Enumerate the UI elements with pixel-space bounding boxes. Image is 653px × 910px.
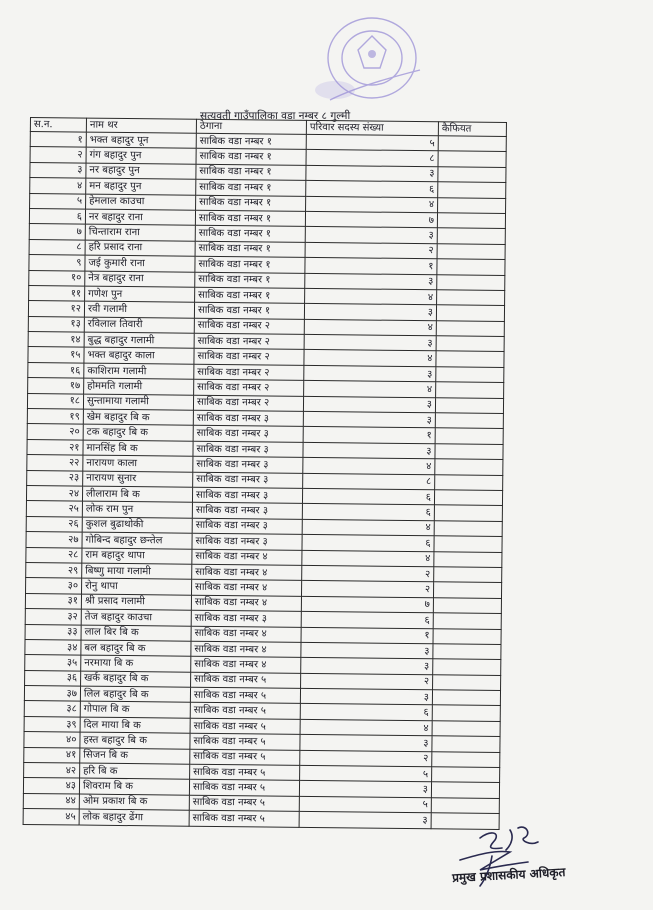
remarks-cell xyxy=(433,674,501,690)
serial-number-cell: २८ xyxy=(26,547,82,563)
address-cell: साबिक वडा नम्बर ४ xyxy=(191,656,301,673)
remarks-cell xyxy=(437,213,505,229)
address-cell: साबिक वडा नम्बर ५ xyxy=(190,749,300,766)
name-cell: लोक राम पुन xyxy=(82,501,192,518)
family-count-cell: ६ xyxy=(302,504,434,521)
address-cell: साबिक वडा नम्बर ५ xyxy=(189,780,299,797)
family-count-cell: १ xyxy=(303,427,435,444)
address-cell: साबिक वडा नम्बर २ xyxy=(194,379,304,396)
family-count-cell: २ xyxy=(302,565,434,582)
address-cell: साबिक वडा नम्बर ४ xyxy=(191,595,301,612)
family-count-cell: ५ xyxy=(299,796,431,813)
name-cell: हरि बि क xyxy=(80,763,190,780)
name-cell: गंग बहादुर पुन xyxy=(86,147,196,164)
address-cell: साबिक वडा नम्बर ३ xyxy=(192,487,302,504)
serial-number-cell: २३ xyxy=(27,470,83,486)
remarks-cell xyxy=(435,428,503,444)
address-cell: साबिक वडा नम्बर २ xyxy=(194,364,304,381)
serial-number-cell: ३६ xyxy=(25,670,81,686)
family-count-cell: ३ xyxy=(301,658,433,675)
name-cell: टक बहादुर बि क xyxy=(83,424,193,441)
name-cell: नारायण काला xyxy=(83,455,193,472)
serial-number-cell: ४ xyxy=(30,178,86,194)
serial-number-cell: ३५ xyxy=(25,655,81,671)
remarks-cell xyxy=(438,136,506,152)
address-cell: साबिक वडा नम्बर १ xyxy=(196,149,306,166)
serial-number-cell: १८ xyxy=(27,393,83,409)
serial-number-cell: ३२ xyxy=(25,609,81,625)
name-cell: खर्क बहादुर बि क xyxy=(81,671,191,688)
remarks-cell xyxy=(431,782,499,798)
name-cell: रवी गलामी xyxy=(84,301,194,318)
family-count-cell: ६ xyxy=(301,611,433,628)
remarks-cell xyxy=(437,228,505,244)
address-cell: साबिक वडा नम्बर ३ xyxy=(192,518,302,535)
remarks-cell xyxy=(434,551,502,567)
family-count-cell: ६ xyxy=(302,535,434,552)
office-seal-stamp xyxy=(310,10,430,120)
serial-number-cell: ११ xyxy=(29,285,85,301)
family-count-cell: ३ xyxy=(299,812,431,829)
serial-number-cell: ३९ xyxy=(24,716,80,732)
address-cell: साबिक वडा नम्बर ५ xyxy=(190,718,300,735)
name-cell: गणेश पुन xyxy=(85,286,195,303)
family-count-cell: ३ xyxy=(304,334,436,351)
family-count-cell: ४ xyxy=(302,519,434,536)
address-cell: साबिक वडा नम्बर ५ xyxy=(189,810,299,827)
name-cell: नरमाया बि क xyxy=(81,655,191,672)
name-cell: कुशल बुढाथोकी xyxy=(82,517,192,534)
family-count-cell: ४ xyxy=(300,719,432,736)
header-remarks: कैफियत xyxy=(438,122,506,137)
name-cell: हेमलाल काउचा xyxy=(86,194,196,211)
remarks-cell xyxy=(433,613,501,629)
family-count-cell: ३ xyxy=(303,442,435,459)
remarks-cell xyxy=(435,474,503,490)
document-title: सत्यवती गाउँपालिका वडा नम्बर ८ गुल्मी xyxy=(200,110,351,122)
address-cell: साबिक वडा नम्बर ५ xyxy=(190,687,300,704)
name-cell: जई कुमारी राना xyxy=(85,255,195,272)
family-count-cell: ४ xyxy=(303,458,435,475)
family-count-cell: ७ xyxy=(305,211,437,228)
name-cell: हरि प्रसाद राना xyxy=(85,240,195,257)
address-cell: साबिक वडा नम्बर १ xyxy=(195,272,305,289)
address-cell: साबिक वडा नम्बर ४ xyxy=(192,564,302,581)
family-count-cell: ८ xyxy=(303,473,435,490)
address-cell: साबिक वडा नम्बर २ xyxy=(194,333,304,350)
address-cell: साबिक वडा नम्बर ३ xyxy=(193,456,303,473)
family-count-cell: ३ xyxy=(303,396,435,413)
name-cell: बल बहादुर बि क xyxy=(81,640,191,657)
name-cell: हस्त बहादुर बि क xyxy=(80,732,190,749)
remarks-cell xyxy=(435,397,503,413)
serial-number-cell: ७ xyxy=(29,224,85,240)
name-cell: श्री प्रसाद गलामी xyxy=(81,594,191,611)
serial-number-cell: ३० xyxy=(26,578,82,594)
serial-number-cell: २४ xyxy=(26,485,82,501)
family-count-cell: ३ xyxy=(300,735,432,752)
name-cell: होममति गलामी xyxy=(84,378,194,395)
remarks-cell xyxy=(434,567,502,583)
name-cell: रोनु थापा xyxy=(82,578,192,595)
serial-number-cell: ६ xyxy=(29,208,85,224)
serial-number-cell: २७ xyxy=(26,532,82,548)
remarks-cell xyxy=(431,798,499,814)
serial-number-cell: २० xyxy=(27,424,83,440)
address-cell: साबिक वडा नम्बर २ xyxy=(194,318,304,335)
serial-number-cell: १३ xyxy=(28,316,84,332)
remarks-cell xyxy=(438,182,506,198)
serial-number-cell: ८ xyxy=(29,239,85,255)
address-cell: साबिक वडा नम्बर ३ xyxy=(193,410,303,427)
remarks-cell xyxy=(437,259,505,275)
name-cell: गोपाल बि क xyxy=(80,702,190,719)
remarks-cell xyxy=(432,705,500,721)
remarks-cell xyxy=(432,721,500,737)
name-cell: चिन्ताराम राना xyxy=(85,224,195,241)
name-cell: रविलाल तिवारी xyxy=(84,317,194,334)
name-cell: लीलाराम बि क xyxy=(82,486,192,503)
address-cell: साबिक वडा नम्बर ५ xyxy=(190,703,300,720)
serial-number-cell: १० xyxy=(29,270,85,286)
family-count-cell: ६ xyxy=(300,704,432,721)
name-cell: नेत्र बहादुर राना xyxy=(85,271,195,288)
remarks-cell xyxy=(433,597,501,613)
table-body xyxy=(23,132,506,830)
address-cell: साबिक वडा नम्बर १ xyxy=(195,241,305,258)
address-cell: साबिक वडा नम्बर ३ xyxy=(193,441,303,458)
serial-number-cell: १६ xyxy=(28,362,84,378)
name-cell: भक्त बहादुर काला xyxy=(84,348,194,365)
family-count-cell: १ xyxy=(305,258,437,275)
name-cell: बिष्णु माया गलामी xyxy=(82,563,192,580)
remarks-cell xyxy=(436,320,504,336)
remarks-cell xyxy=(434,490,502,506)
family-roster-table xyxy=(23,117,507,830)
serial-number-cell: ३८ xyxy=(24,701,80,717)
address-cell: साबिक वडा नम्बर ३ xyxy=(193,426,303,443)
remarks-cell xyxy=(438,167,506,183)
serial-number-cell: १९ xyxy=(27,409,83,425)
address-cell: साबिक वडा नम्बर ४ xyxy=(191,641,301,658)
serial-number-cell: १५ xyxy=(28,347,84,363)
family-count-cell: ३ xyxy=(299,781,431,798)
address-cell: साबिक वडा नम्बर ५ xyxy=(189,795,299,812)
family-count-cell: २ xyxy=(300,750,432,767)
address-cell: साबिक वडा नम्बर ४ xyxy=(192,580,302,597)
serial-number-cell: ९ xyxy=(29,255,85,271)
remarks-cell xyxy=(432,751,500,767)
address-cell: साबिक वडा नम्बर १ xyxy=(195,226,305,243)
name-cell: ओम प्रकाश बि क xyxy=(79,794,189,811)
remarks-cell xyxy=(435,444,503,460)
address-cell: साबिक वडा नम्बर ३ xyxy=(192,533,302,550)
family-count-cell: ६ xyxy=(302,488,434,505)
serial-number-cell: ४३ xyxy=(23,778,79,794)
address-cell: साबिक वडा नम्बर ४ xyxy=(191,626,301,643)
family-count-cell: ४ xyxy=(305,288,437,305)
family-count-cell: ३ xyxy=(300,688,432,705)
name-cell: बुद्ध बहादुर गलामी xyxy=(84,332,194,349)
serial-number-cell: २१ xyxy=(27,439,83,455)
name-cell: गोबिन्द बहादुर छन्तेल xyxy=(82,532,192,549)
family-count-cell: २ xyxy=(305,242,437,259)
name-cell: नर बहादुर पुन xyxy=(86,163,196,180)
address-cell: साबिक वडा नम्बर १ xyxy=(196,179,306,196)
remarks-cell xyxy=(437,244,505,260)
remarks-cell xyxy=(437,274,505,290)
serial-number-cell: ३१ xyxy=(25,593,81,609)
address-cell: साबिक वडा नम्बर १ xyxy=(195,287,305,304)
remarks-cell xyxy=(435,413,503,429)
family-count-cell: ५ xyxy=(300,765,432,782)
family-count-cell: ८ xyxy=(306,150,438,167)
family-count-cell: ५ xyxy=(306,134,438,151)
family-count-cell: १ xyxy=(301,627,433,644)
remarks-cell xyxy=(435,459,503,475)
family-count-cell: ३ xyxy=(304,304,436,321)
name-cell: दिल माया बि क xyxy=(80,717,190,734)
name-cell: शिवराम बि क xyxy=(79,778,189,795)
address-cell: साबिक वडा नम्बर ३ xyxy=(191,610,301,627)
header-serial-number: स.न. xyxy=(30,118,86,133)
serial-number-cell: ३३ xyxy=(25,624,81,640)
serial-number-cell: ५ xyxy=(30,193,86,209)
remarks-cell xyxy=(436,336,504,352)
family-count-cell: ३ xyxy=(301,642,433,659)
remarks-cell xyxy=(433,659,501,675)
header-name: नाम थर xyxy=(86,118,196,133)
address-cell: साबिक वडा नम्बर १ xyxy=(194,303,304,320)
address-cell: साबिक वडा नम्बर २ xyxy=(193,395,303,412)
remarks-cell xyxy=(434,536,502,552)
remarks-cell xyxy=(432,736,500,752)
name-cell: नारायण सुनार xyxy=(83,471,193,488)
serial-number-cell: ४० xyxy=(24,732,80,748)
family-count-cell: ४ xyxy=(304,381,436,398)
serial-number-cell: २ xyxy=(30,147,86,163)
family-count-cell: ३ xyxy=(305,227,437,244)
serial-number-cell: २२ xyxy=(27,455,83,471)
address-cell: साबिक वडा नम्बर १ xyxy=(195,256,305,273)
remarks-cell xyxy=(432,767,500,783)
remarks-cell xyxy=(434,521,502,537)
remarks-cell xyxy=(437,290,505,306)
name-cell: सिजन बि क xyxy=(80,748,190,765)
address-cell: साबिक वडा नम्बर ३ xyxy=(192,503,302,520)
name-cell: लिल बहादुर बि क xyxy=(80,686,190,703)
name-cell: सुन्तामाया गलामी xyxy=(83,394,193,411)
serial-number-cell: २९ xyxy=(26,562,82,578)
family-count-cell: २ xyxy=(301,673,433,690)
address-cell: साबिक वडा नम्बर ५ xyxy=(190,764,300,781)
family-count-cell: ४ xyxy=(304,319,436,336)
family-count-cell: ३ xyxy=(306,165,438,182)
name-cell: मन बहादुर पुन xyxy=(86,178,196,195)
serial-number-cell: ३४ xyxy=(25,639,81,655)
family-count-cell: २ xyxy=(301,581,433,598)
serial-number-cell: ४४ xyxy=(23,793,79,809)
family-count-cell: ४ xyxy=(304,350,436,367)
address-cell: साबिक वडा नम्बर ५ xyxy=(190,733,300,750)
remarks-cell xyxy=(433,644,501,660)
serial-number-cell: ४५ xyxy=(23,809,79,825)
remarks-cell xyxy=(438,151,506,167)
serial-number-cell: १४ xyxy=(28,332,84,348)
serial-number-cell: १ xyxy=(30,132,86,148)
remarks-cell xyxy=(436,382,504,398)
family-count-cell: ४ xyxy=(302,550,434,567)
name-cell: राम बहादुर थापा xyxy=(82,548,192,565)
name-cell: तेज बहादुर काउचा xyxy=(81,609,191,626)
name-cell: काशिराम गलामी xyxy=(84,363,194,380)
address-cell: साबिक वडा नम्बर ५ xyxy=(191,672,301,689)
remarks-cell xyxy=(436,351,504,367)
serial-number-cell: १२ xyxy=(28,301,84,317)
family-count-cell: ६ xyxy=(306,181,438,198)
name-cell: भक्त बहादुर पून xyxy=(86,132,196,149)
name-cell: लाल बिर बि क xyxy=(81,625,191,642)
serial-number-cell: ३७ xyxy=(24,686,80,702)
name-cell: मानसिंह बि क xyxy=(83,440,193,457)
name-cell: लोक बहादुर ढेंगा xyxy=(79,809,189,826)
serial-number-cell: २५ xyxy=(26,501,82,517)
serial-number-cell: ४२ xyxy=(24,762,80,778)
remarks-cell xyxy=(438,197,506,213)
address-cell: साबिक वडा नम्बर ४ xyxy=(192,549,302,566)
address-cell: साबिक वडा नम्बर १ xyxy=(196,164,306,181)
address-cell: साबिक वडा नम्बर १ xyxy=(196,133,306,150)
serial-number-cell: ३ xyxy=(30,162,86,178)
address-cell: साबिक वडा नम्बर १ xyxy=(195,210,305,227)
name-cell: नर बहादुर राना xyxy=(85,209,195,226)
address-cell: साबिक वडा नम्बर २ xyxy=(194,349,304,366)
remarks-cell xyxy=(434,505,502,521)
remarks-cell xyxy=(432,690,500,706)
family-count-cell: ४ xyxy=(306,196,438,213)
family-count-cell: ७ xyxy=(301,596,433,613)
remarks-cell xyxy=(436,305,504,321)
remarks-cell xyxy=(433,582,501,598)
family-count-cell: ३ xyxy=(305,273,437,290)
remarks-cell xyxy=(433,628,501,644)
serial-number-cell: १७ xyxy=(28,378,84,394)
family-count-cell: ३ xyxy=(304,365,436,382)
name-cell: खेम बहादुर बि क xyxy=(83,409,193,426)
serial-number-cell: २६ xyxy=(26,516,82,532)
address-cell: साबिक वडा नम्बर १ xyxy=(196,195,306,212)
remarks-cell xyxy=(436,367,504,383)
header-address: ठेगाना xyxy=(196,119,306,134)
signatory-designation: प्रमुख प्रशासकीय अधिकृत xyxy=(451,865,566,885)
family-count-cell: ३ xyxy=(303,411,435,428)
address-cell: साबिक वडा नम्बर ३ xyxy=(193,472,303,489)
header-family-members: परिवार सदस्य संख्या xyxy=(306,120,438,135)
serial-number-cell: ४१ xyxy=(24,747,80,763)
